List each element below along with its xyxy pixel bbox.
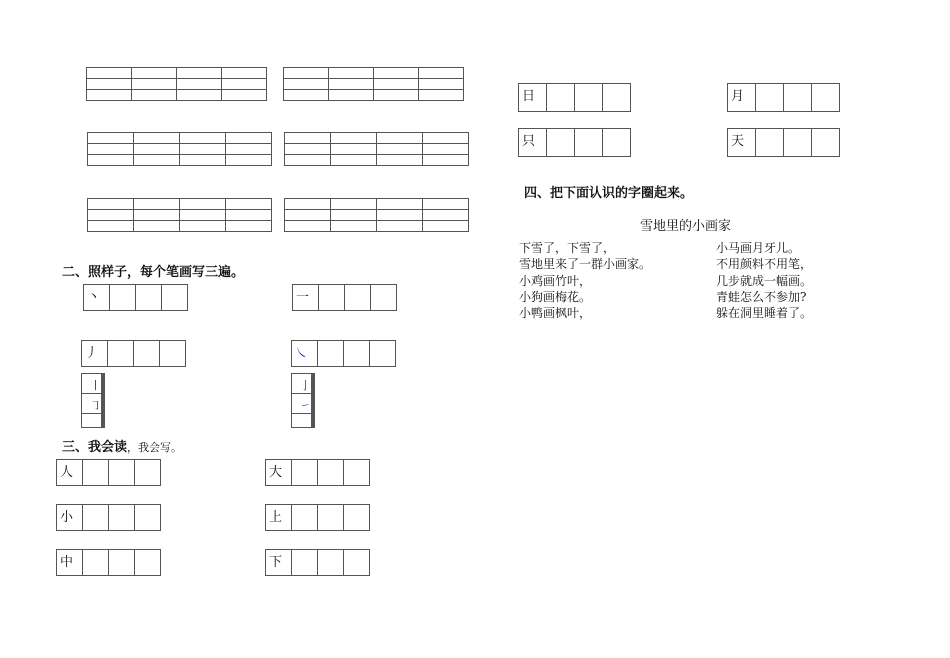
char-example: 上 bbox=[269, 510, 283, 525]
practice-cell[interactable] bbox=[133, 340, 160, 367]
char-example: 人 bbox=[60, 465, 74, 480]
stroke-row-pie bbox=[81, 340, 186, 367]
example-cell bbox=[265, 459, 292, 486]
section3-heading-main: 三、我会读 bbox=[62, 440, 128, 455]
stroke-example: ㇏ bbox=[295, 346, 309, 361]
char-example: 天 bbox=[731, 134, 745, 149]
grid-cell bbox=[82, 394, 102, 414]
writing-grid bbox=[86, 67, 267, 101]
practice-cell[interactable] bbox=[343, 504, 370, 531]
stroke-example: 丨 bbox=[90, 379, 101, 392]
char-row bbox=[518, 128, 631, 157]
practice-cell[interactable] bbox=[811, 128, 840, 157]
poem-line: 躲在洞里睡着了。 bbox=[716, 306, 813, 320]
practice-cell[interactable] bbox=[107, 340, 134, 367]
practice-cell[interactable] bbox=[108, 549, 135, 576]
practice-cell[interactable] bbox=[134, 504, 161, 531]
poem-line: 青蛙怎么不参加? bbox=[716, 290, 807, 304]
practice-cell[interactable] bbox=[343, 459, 370, 486]
char-example: 月 bbox=[731, 89, 745, 104]
char-example: 大 bbox=[269, 465, 283, 480]
section2-heading: 二、照样子，每个笔画写三遍。 bbox=[62, 265, 245, 280]
example-cell bbox=[727, 128, 756, 157]
practice-cell[interactable] bbox=[369, 340, 396, 367]
example-cell bbox=[265, 549, 292, 576]
stroke-row-dian bbox=[83, 284, 188, 311]
char-example: 只 bbox=[522, 134, 536, 149]
practice-cell[interactable] bbox=[317, 504, 344, 531]
practice-cell[interactable] bbox=[370, 284, 397, 311]
example-cell bbox=[56, 459, 83, 486]
practice-cell[interactable] bbox=[108, 504, 135, 531]
example-cell bbox=[518, 128, 547, 157]
stroke-example: 丶 bbox=[87, 290, 101, 305]
practice-cell[interactable] bbox=[783, 128, 812, 157]
char-example: 下 bbox=[269, 555, 283, 570]
example-cell bbox=[727, 83, 756, 112]
practice-cell[interactable] bbox=[574, 128, 603, 157]
example-cell bbox=[291, 340, 318, 367]
poem-line: 小狗画梅花。 bbox=[519, 290, 592, 304]
practice-cell[interactable] bbox=[602, 128, 631, 157]
practice-cell[interactable] bbox=[546, 128, 575, 157]
writing-grid bbox=[283, 67, 464, 101]
practice-cell[interactable] bbox=[546, 83, 575, 112]
practice-cell[interactable] bbox=[161, 284, 188, 311]
stroke-example: 丿 bbox=[85, 346, 99, 361]
example-cell bbox=[81, 340, 108, 367]
example-cell bbox=[265, 504, 292, 531]
section3-heading bbox=[62, 436, 182, 455]
practice-cell[interactable] bbox=[135, 284, 162, 311]
char-row bbox=[265, 459, 370, 486]
poem-line: 小马画月牙儿。 bbox=[716, 241, 801, 255]
practice-cell[interactable] bbox=[291, 504, 318, 531]
char-row bbox=[727, 83, 840, 112]
poem-line: 几步就成一幅画。 bbox=[716, 274, 813, 288]
writing-grid bbox=[284, 132, 469, 166]
practice-cell[interactable] bbox=[109, 284, 136, 311]
practice-cell[interactable] bbox=[755, 128, 784, 157]
stroke-row-na bbox=[291, 340, 396, 367]
char-row bbox=[56, 459, 161, 486]
char-row bbox=[265, 504, 370, 531]
grid-cell bbox=[82, 374, 102, 394]
writing-grid bbox=[87, 132, 272, 166]
char-row bbox=[265, 549, 370, 576]
practice-cell[interactable] bbox=[602, 83, 631, 112]
example-cell bbox=[56, 504, 83, 531]
writing-grid bbox=[284, 198, 469, 232]
practice-cell[interactable] bbox=[343, 340, 370, 367]
example-cell bbox=[292, 284, 319, 311]
stroke-grid bbox=[81, 373, 105, 428]
practice-cell[interactable] bbox=[783, 83, 812, 112]
practice-cell[interactable] bbox=[344, 284, 371, 311]
char-example: 中 bbox=[60, 555, 74, 570]
practice-cell[interactable] bbox=[108, 459, 135, 486]
stroke-grid bbox=[291, 373, 315, 428]
stroke-example: ㇆ bbox=[90, 399, 101, 412]
poem-line: 小鸡画竹叶， bbox=[519, 274, 592, 288]
practice-cell[interactable] bbox=[134, 549, 161, 576]
practice-cell[interactable] bbox=[82, 459, 109, 486]
practice-cell[interactable] bbox=[317, 340, 344, 367]
stroke-example: ㇀ bbox=[300, 399, 311, 412]
stroke-example: 亅 bbox=[300, 379, 311, 392]
practice-cell[interactable] bbox=[317, 459, 344, 486]
practice-cell[interactable] bbox=[291, 459, 318, 486]
example-cell bbox=[83, 284, 110, 311]
section3-heading-small: ，我会写。 bbox=[127, 441, 183, 454]
poem-line: 不用颜料不用笔， bbox=[716, 257, 813, 271]
practice-cell[interactable] bbox=[159, 340, 186, 367]
char-row bbox=[56, 504, 161, 531]
practice-cell[interactable] bbox=[134, 459, 161, 486]
practice-cell[interactable] bbox=[291, 549, 318, 576]
practice-cell[interactable] bbox=[82, 549, 109, 576]
practice-cell[interactable] bbox=[82, 504, 109, 531]
example-cell bbox=[56, 549, 83, 576]
stroke-row-heng bbox=[292, 284, 397, 311]
poem-title: 雪地里的小画家 bbox=[640, 219, 732, 234]
practice-cell[interactable] bbox=[755, 83, 784, 112]
char-row bbox=[518, 83, 631, 112]
char-example: 小 bbox=[60, 510, 74, 525]
practice-cell[interactable] bbox=[317, 549, 344, 576]
practice-cell[interactable] bbox=[343, 549, 370, 576]
poem-line: 小鸭画枫叶， bbox=[519, 306, 592, 320]
char-row bbox=[727, 128, 840, 157]
practice-cell[interactable] bbox=[318, 284, 345, 311]
poem-line: 雪地里来了一群小画家。 bbox=[519, 257, 652, 271]
section4-heading: 四、把下面认识的字圈起来。 bbox=[524, 186, 694, 201]
practice-cell[interactable] bbox=[811, 83, 840, 112]
char-row bbox=[56, 549, 161, 576]
example-cell bbox=[518, 83, 547, 112]
grid-cell bbox=[292, 374, 312, 394]
char-example: 日 bbox=[522, 89, 536, 104]
grid-cell bbox=[292, 394, 312, 414]
poem-line: 下雪了，下雪了， bbox=[519, 241, 616, 255]
writing-grid bbox=[87, 198, 272, 232]
stroke-example: 一 bbox=[296, 290, 310, 305]
practice-cell[interactable] bbox=[574, 83, 603, 112]
